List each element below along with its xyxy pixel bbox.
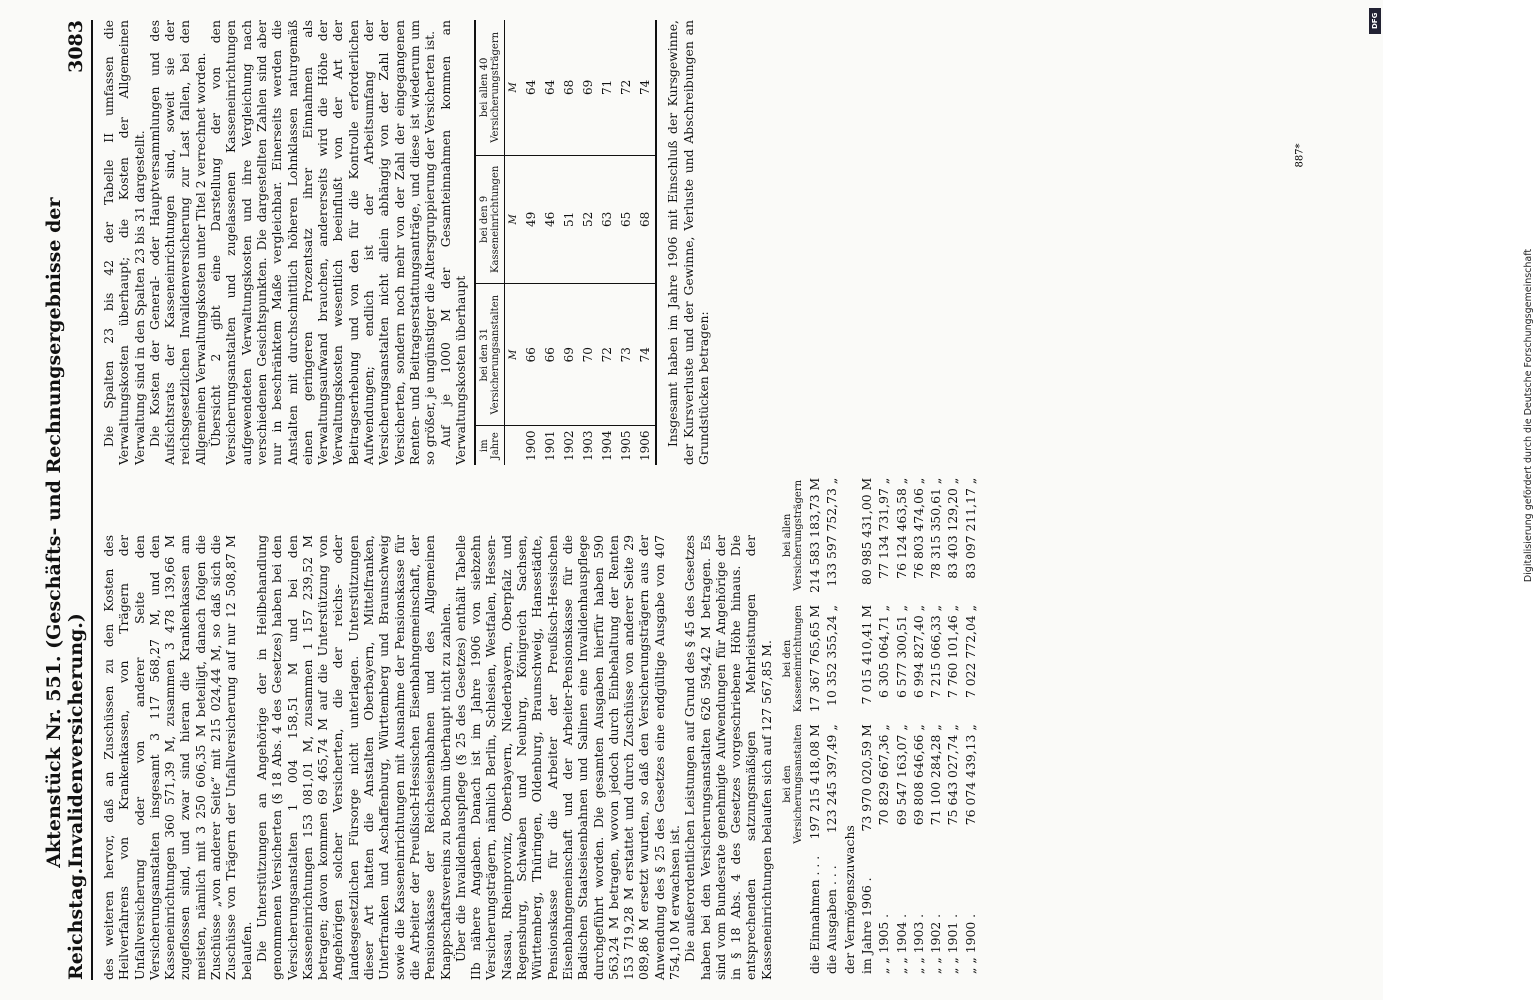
- left-column: [101, 477, 979, 980]
- table-row: [617, 20, 636, 465]
- cell: 72: [617, 20, 636, 155]
- digitization-credit: Digitalisierung gefördert durch die Deutsche Forschungsgemeinschaft: [1523, 248, 1534, 583]
- cell: 83 403 129,20 „: [945, 477, 961, 579]
- cell: 80 985 431,00 M: [858, 477, 874, 586]
- table-row: [636, 20, 656, 465]
- cell: 69: [579, 20, 598, 155]
- row-label: „ „ 1904 .: [893, 913, 909, 974]
- col-header: bei den Kasseneinrichtungen: [782, 604, 805, 713]
- page-header: [43, 20, 93, 980]
- paragraph: Insgesamt haben im Jahre 1906 mit Einschluß der Kursgewinne, der Kursverluste und der Gewinne, Verluste und Abschreibungen an Grundstücken betragen:: [665, 20, 712, 465]
- table-row: [910, 472, 927, 980]
- cell: 63: [598, 155, 617, 283]
- cell: 70: [579, 283, 598, 426]
- row-label: die Einnahmen . . .: [807, 855, 823, 974]
- paragraph: Die außerordentlichen Leistungen auf Grund des § 45 des Gesetzes haben bei den Versicherungsanstalten 626 594,42 M betragen. Es sind vom Bundesrate genehmigte Aufwendungen für Angehörige der in § 18 Abs. 4 des Gesetzes vorgeschriebene Höhe hinaus. Die entsprechenden satzungsmäßigen Mehrleistungen der Kasseneinrichtungen belaufen sich auf 127 567,85 M.: [682, 535, 774, 980]
- cell: 6 994 827,40 „: [910, 604, 926, 699]
- row-label: „ „ 1901 .: [945, 913, 961, 974]
- cell: 133 597 752,73 „: [824, 477, 840, 587]
- table-row: [962, 472, 979, 980]
- cell: 68: [560, 20, 579, 155]
- cell: 71: [598, 20, 617, 155]
- cell: 69 808 646,66 „: [910, 724, 926, 826]
- rotated-document: [43, 20, 1345, 980]
- cell: 64: [522, 20, 541, 155]
- cell: 68: [636, 155, 656, 283]
- cell: 52: [579, 155, 598, 283]
- cell: 74: [636, 283, 656, 426]
- cell: 1900: [524, 430, 539, 462]
- cell: 1902: [562, 430, 577, 462]
- cell: 7 022 772,04 „: [962, 604, 978, 699]
- unit: M: [505, 283, 523, 426]
- row-label: „ „ 1903 .: [910, 913, 926, 974]
- cell: 66: [522, 283, 541, 426]
- table-row: [927, 472, 944, 980]
- col-header: bei allen Versicherungsträgern: [782, 479, 805, 591]
- admin-cost-table: [474, 20, 657, 465]
- cell: 71 100 284,28 „: [928, 724, 944, 826]
- col-header: bei den 9 Kasseneinrichtungen: [475, 155, 505, 283]
- cell: 1904: [600, 430, 615, 462]
- cell: 7 760 101,46 „: [945, 604, 961, 699]
- paragraph: Die Unterstützungen an Angehörige der in Heilbehandlung genommenen Versicherten (§ 18 Abs. 4 des Gesetzes) haben bei den Versicherungsanstalten 1 004 158,51 M und bei den Kasseneinrichtungen 153 081,01 M, zusammen 1 157 239,52 M betragen; davon kommen 69 465,74 M auf die Unterstützung von Angehörigen solcher Versicherten, die der reichs- oder landesgesetzlichen Fürsorge nicht unterlagen. Unterstützungen dieser Art hatten die Anstalten Oberbayern, Mittelfranken, Unterfranken und Aschaffenburg, Württemberg und Braunschweig sowie die Kasseneinrichtungen mit Ausnahme der Pensionskasse für die Arbeiter der Preußisch-Hessischen Eisenbahngemeinschaft, der Pensionskasse der Reichseisenbahnen und des Allgemeinen Knappschaftsvereins zu Bochum überhaupt nicht zu zahlen.: [253, 535, 453, 980]
- cell: 214 583 183,73 M: [807, 477, 823, 593]
- cell: 1903: [581, 430, 596, 462]
- cell: 69: [560, 283, 579, 426]
- row-label: „ „ 1900 .: [962, 913, 978, 974]
- cell: 1905: [619, 430, 634, 462]
- cell: 49: [522, 155, 541, 283]
- unit: M: [505, 20, 523, 155]
- paragraph: Die Spalten 23 bis 42 der Tabelle II umfassen die Verwaltungskosten überhaupt; die Kosten der Allgemeinen Verwaltung sind in den Spalten 23 bis 31 dargestellt.: [101, 20, 147, 465]
- right-column: [101, 20, 711, 465]
- table-row: [541, 20, 560, 465]
- table-row: [560, 20, 579, 465]
- cell: 51: [560, 155, 579, 283]
- cell: 17 367 765,65 M: [807, 604, 823, 713]
- unit: M: [505, 155, 523, 283]
- row-label: die Ausgaben . . .: [824, 865, 840, 974]
- row-label: „ „ 1902 .: [928, 913, 944, 974]
- cell: 7 215 066,33 „: [928, 604, 944, 699]
- assets-table: [780, 472, 979, 980]
- table-row: [875, 472, 892, 980]
- header-page-number: 3083: [65, 20, 87, 73]
- table-row: [823, 472, 840, 980]
- col-header: bei den 31 Versicherungsanstalten: [475, 283, 505, 426]
- table-row: [893, 472, 910, 980]
- cell: 7 015 410,41 M: [858, 604, 874, 705]
- zuwachs-label: der Vermögenszuwachs: [841, 825, 857, 974]
- cell: 74: [636, 20, 656, 155]
- table-row: [598, 20, 617, 465]
- cell: 6 305 064,71 „: [876, 604, 892, 699]
- paragraph: Über die Invalidenhauspflege (§ 25 des Gesetzes) enthält Tabelle IIb nähere Angaben. Danach ist im Jahre 1906 von siebzehn Versicherungsträgern, nämlich Berlin, Schlesien, Westfalen, Hessen-Nassau, Rheinprovinz, Oberbayern, Niederbayern, Oberpfalz und Regensburg, Schwaben und Neuburg, Königreich Sachsen, Württemberg, Thüringen, Oldenburg, Braunschweig, Hansestädte, Pensionskasse für die Arbeiter der Preußisch-Hessischen Eisenbahngemeinschaft und der Arbeiter-Pensionskasse für die Badischen Staatseisenbahnen und Salinen eine Invalidenhauspflege durchgeführt worden. Die gesamten Ausgaben hierfür haben 590 563,24 M betragen, wovon jedoch durch Einbehaltung der Renten 153 719,28 M erstattet und durch Zuschüsse von anderer Seite 29 089,86 M ersetzt wurden, so daß den Versicherungsträgern aus der Anwendung des § 25 des Gesetzes eine endgültige Ausgabe von 407 754,10 M erwachsen ist.: [452, 535, 682, 980]
- paragraph: des weiteren hervor, daß an Zuschüssen zu den Kosten des Heilverfahrens von Krankenkassen, von Trägern der Unfallversicherung oder von anderer Seite den Versicherungsanstalten insgesamt 3 117 568,27 M, und den Kasseneinrichtungen 360 571,39 M, zusammen 3 478 139,66 M zugeflossen sind, und zwar sind hieran die Krankenkassen am meisten, nämlich mit 3 250 606,35 M beteiligt, danach folgen die Zuschüsse „von anderer Seite“ mit 215 024,44 M, so daß sich die Zuschüsse von Trägern der Unfallversicherung auf nur 12 508,87 M belaufen.: [101, 535, 254, 980]
- cell: 123 245 397,49 „: [824, 724, 840, 834]
- col-header: im Jahre: [475, 426, 505, 465]
- units-row: [505, 20, 523, 465]
- table-row: [522, 20, 541, 465]
- cell: 65: [617, 155, 636, 283]
- header-left: Reichstag.: [65, 867, 87, 980]
- cell: 46: [541, 155, 560, 283]
- cell: 1901: [543, 430, 558, 462]
- table-row: [579, 20, 598, 465]
- cell: 66: [541, 283, 560, 426]
- col-header: bei allen 40 Versicherungsträgern: [475, 20, 505, 155]
- table-row: [944, 472, 961, 980]
- cell: 72: [598, 283, 617, 426]
- paragraph: Auf je 1000 M der Gesamteinnahmen kommen an Verwaltungskosten überhaupt: [437, 20, 468, 465]
- cell: 76 074 439,13 „: [962, 724, 978, 826]
- row-label: im Jahre 1906 .: [858, 877, 874, 974]
- cell: 10 352 355,24 „: [824, 604, 840, 706]
- cell: 73 970 020,59 M: [858, 724, 874, 832]
- cell: 6 577 300,51 „: [893, 604, 909, 699]
- cell: 1906: [638, 430, 653, 462]
- cell: 83 097 211,17 „: [962, 477, 978, 579]
- cell: 197 215 418,08 M: [807, 724, 823, 840]
- cell: 70 829 667,36 „: [876, 724, 892, 826]
- cell: 76 803 474,06 „: [910, 477, 926, 579]
- cell: 77 134 731,97 „: [876, 477, 892, 579]
- cell: 75 643 027,74 „: [945, 724, 961, 826]
- table-row: [858, 472, 875, 980]
- row-label: „ „ 1905 .: [876, 913, 892, 974]
- cell: 69 547 163,07 „: [893, 724, 909, 826]
- table-row: [806, 472, 823, 980]
- page-mark: 887*: [1294, 143, 1306, 168]
- cell: 78 315 350,61 „: [928, 477, 944, 579]
- cell: 76 124 463,58 „: [893, 477, 909, 579]
- col-header: bei den Versicherungsanstalten: [782, 724, 805, 844]
- dfg-logo: DFG: [1369, 8, 1381, 34]
- paragraph: Die Kosten der General- oder Hauptversammlungen und des Aufsichtsrats der Kasseneinrichtungen sind, soweit sie der reichsgesetzlichen Invalidenversicherung zur Last fallen, bei den Allgemeinen Verwaltungskosten unter Titel 2 verrechnet worden.: [146, 20, 208, 465]
- cell: 73: [617, 283, 636, 426]
- cell: 64: [541, 20, 560, 155]
- paragraph: Übersicht 2 gibt eine Darstellung der von den Versicherungsanstalten und zugelassenen Kasseneinrichtungen aufgewendeten Verwaltungskosten und ihre Vergleichung nach verschiedenen Gesichtspunkten. Die dargestellten Zahlen sind aber nur in beschränktem Maße vergleichbar. Einerseits werden die Anstalten mit durchschnittlich höheren Lohnklassen naturgemäß einen geringeren Prozentsatz ihrer Einnahmen als Verwaltungsaufwand brauchen, andererseits wird die Höhe der Verwaltungskosten wesentlich beeinflußt von der Art der Beitragserhebung und von den für die Kontrolle erforderlichen Aufwendungen; endlich ist der Arbeitsumfang der Versicherungsanstalten nicht allein abhängig von der Zahl der Versicherten, sondern noch mehr von der Zahl der eingegangenen Renten- und Beitragserstattungsanträge, und diese ist wiederum um so größer, je ungünstiger die Altersgruppierung der Versicherten ist.: [208, 20, 438, 465]
- header-title: Aktenstück Nr. 551. (Geschäfts- und Rechnungsergebnisse der Invalidenversicherung.): [43, 197, 87, 868]
